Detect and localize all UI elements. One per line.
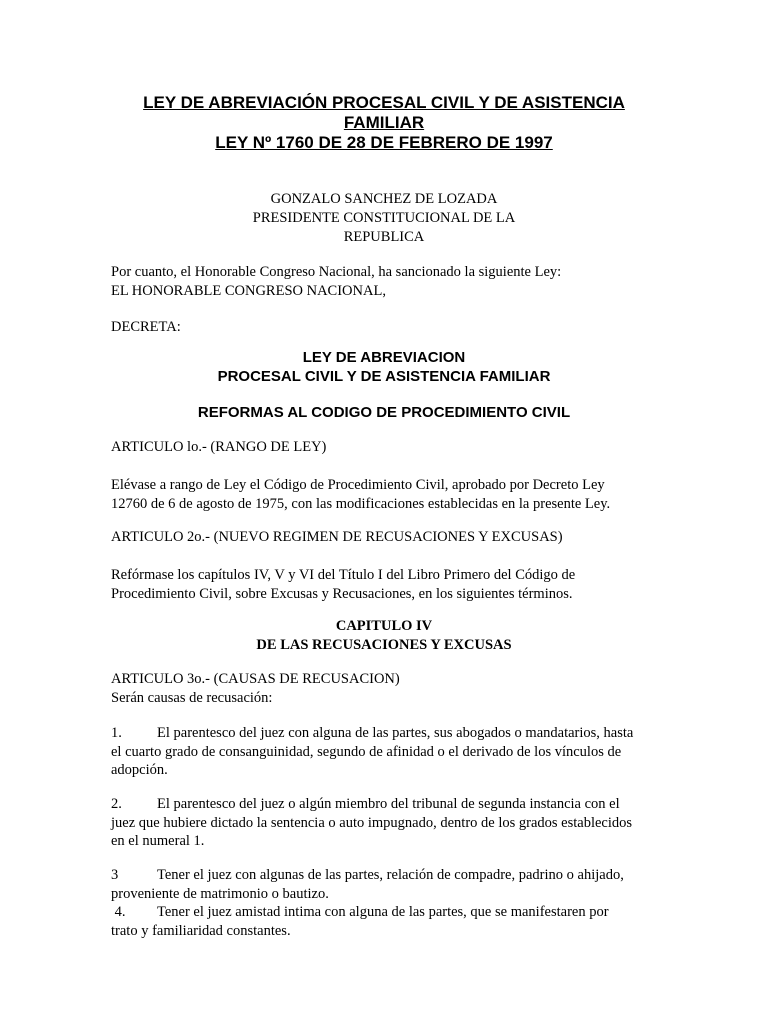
decreta-label: DECRETA: <box>111 319 181 335</box>
law-heading-line-1: LEY DE ABREVIACION <box>302 349 466 366</box>
article-1-line-2: 12760 de 6 de agosto de 1975, con las modificaciones establecidas en la presente Ley. <box>111 495 611 512</box>
president-name: GONZALO SANCHEZ DE LOZADA <box>270 191 498 207</box>
article-2-title: ARTICULO 2o.- (NUEVO REGIMEN DE RECUSACIONES Y EXCUSAS) <box>111 529 563 545</box>
item-text-line-1: Tener el juez amistad intima con alguna de las partes, que se manifestaren por <box>157 904 609 920</box>
list-item <box>111 903 659 940</box>
title-line-2: FAMILIAR <box>343 113 425 132</box>
item-text-line-3: en el numeral 1. <box>111 833 205 849</box>
title-line-3: LEY Nº 1760 DE 28 DE FEBRERO DE 1997 <box>215 133 553 152</box>
article-2-line-1: Refórmase los capítulos IV, V y VI del Título I del Libro Primero del Código de <box>111 567 576 583</box>
item-number: 3 <box>111 867 119 883</box>
article-1-line-1: Elévase a rango de Ley el Código de Procedimiento Civil, aprobado por Decreto Ley <box>111 477 605 493</box>
item-number: 4. <box>111 904 126 920</box>
item-number: 2. <box>111 796 122 812</box>
law-heading-line-2: PROCESAL CIVIL Y DE ASISTENCIA FAMILIAR <box>217 368 551 385</box>
item-text-line-2: proveniente de matrimonio o bautizo. <box>111 885 329 902</box>
item-text-line-2: trato y familiaridad constantes. <box>111 922 291 939</box>
president-title-cont: REPUBLICA <box>343 229 425 245</box>
list-item <box>111 795 659 851</box>
article-2-body <box>111 566 659 603</box>
article-1-title: ARTICULO lo.- (RANGO DE LEY) <box>111 439 327 455</box>
president-title: PRESIDENTE CONSTITUCIONAL DE LA <box>252 210 516 226</box>
title-line-1: LEY DE ABREVIACIÓN PROCESAL CIVIL Y DE ASISTENCIA <box>143 93 625 112</box>
item-text-line-3: adopción. <box>111 762 168 778</box>
preamble-line-1: Por cuanto, el Honorable Congreso Nacional, ha sancionado la siguiente Ley: <box>111 264 562 280</box>
item-number: 1. <box>111 725 122 741</box>
chapter-number: CAPITULO IV <box>335 618 433 634</box>
document-title <box>100 93 668 153</box>
chapter-heading <box>100 617 668 655</box>
article-3-header <box>111 670 659 707</box>
article-1-body <box>111 476 659 513</box>
item-text-line-1: El parentesco del juez con alguna de las partes, sus abogados o mandatarios, hasta <box>157 725 634 741</box>
item-text-line-2: el cuarto grado de consanguinidad, segundo de afinidad o el derivado de los vínculos de <box>111 743 622 760</box>
article-3-title: ARTICULO 3o.- (CAUSAS DE RECUSACION) <box>111 671 400 687</box>
article-2-line-2: Procedimiento Civil, sobre Excusas y Recusaciones, en los siguientes términos. <box>111 585 573 602</box>
item-text-line-1: Tener el juez con algunas de las partes, relación de compadre, padrino o ahijado, <box>157 867 624 883</box>
preamble <box>111 263 659 300</box>
law-heading <box>100 348 668 386</box>
chapter-title: DE LAS RECUSACIONES Y EXCUSAS <box>256 637 512 653</box>
preamble-line-2: EL HONORABLE CONGRESO NACIONAL, <box>111 282 386 299</box>
list-item <box>111 866 659 903</box>
item-text-line-2: juez que hubiere dictado la sentencia o auto impugnado, dentro de los grados establecidos <box>111 814 633 831</box>
item-text-line-1: El parentesco del juez o algún miembro del tribunal de segunda instancia con el <box>157 796 620 812</box>
reformas-heading: REFORMAS AL CODIGO DE PROCEDIMIENTO CIVIL <box>197 404 571 421</box>
president-block <box>120 190 648 247</box>
list-item <box>111 724 659 780</box>
article-3-intro: Serán causas de recusación: <box>111 689 273 706</box>
